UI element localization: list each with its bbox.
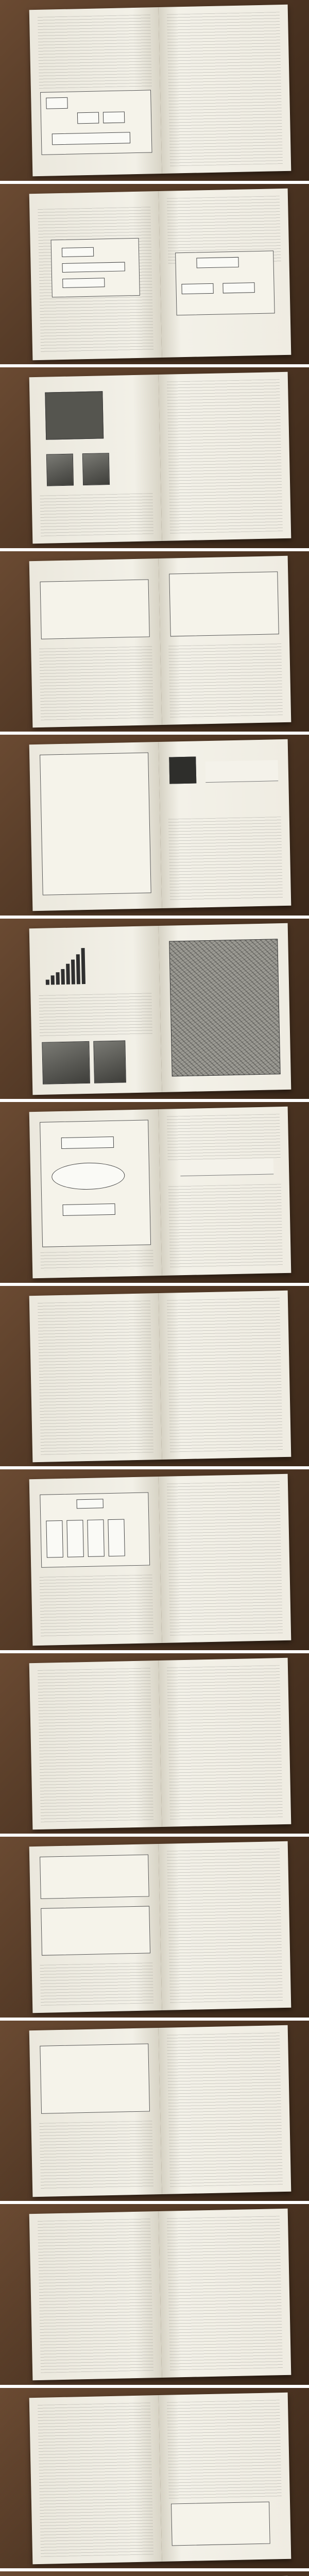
left-page bbox=[29, 1477, 162, 1646]
open-book bbox=[29, 2209, 291, 2380]
left-page bbox=[29, 1660, 162, 1829]
vertical-table bbox=[40, 753, 151, 895]
text-block bbox=[167, 379, 283, 533]
open-book bbox=[29, 1841, 291, 2013]
text-block bbox=[168, 1184, 283, 1268]
text-block bbox=[40, 1963, 153, 2006]
text-block bbox=[39, 993, 152, 1038]
book-photo bbox=[0, 1653, 309, 1834]
left-page bbox=[29, 926, 162, 1095]
left-page bbox=[29, 7, 162, 176]
text-block bbox=[40, 1575, 153, 1638]
left-page bbox=[29, 742, 162, 911]
right-page bbox=[159, 2025, 291, 2194]
right-page bbox=[159, 2393, 291, 2562]
right-page bbox=[159, 188, 291, 357]
book-photo bbox=[0, 1102, 309, 1283]
open-book bbox=[29, 555, 291, 727]
text-block bbox=[167, 1298, 283, 1452]
list-figure bbox=[171, 2501, 270, 2546]
right-page bbox=[159, 1658, 291, 1827]
book-photo bbox=[0, 367, 309, 548]
left-page bbox=[29, 191, 162, 360]
book-photo bbox=[0, 1286, 309, 1467]
right-page bbox=[159, 1107, 291, 1276]
right-page bbox=[159, 372, 291, 541]
left-page bbox=[29, 1293, 162, 1462]
book-photo bbox=[0, 1837, 309, 2018]
text-block bbox=[38, 1668, 153, 1822]
text-block bbox=[40, 493, 153, 536]
text-block bbox=[168, 817, 283, 901]
text-block bbox=[167, 2216, 283, 2370]
left-page bbox=[29, 2211, 162, 2380]
open-book bbox=[29, 188, 291, 360]
book-photo bbox=[0, 735, 309, 916]
map-image bbox=[45, 391, 104, 439]
open-book bbox=[29, 1290, 291, 1462]
open-book bbox=[29, 923, 291, 1094]
right-page bbox=[159, 555, 291, 724]
chapter-heading bbox=[205, 760, 278, 783]
book-photo bbox=[0, 1469, 309, 1650]
open-book bbox=[29, 372, 291, 544]
text-block bbox=[39, 2121, 153, 2189]
site-photo bbox=[42, 1041, 90, 1084]
city-map bbox=[169, 939, 280, 1076]
map-image bbox=[169, 757, 196, 784]
book-photo bbox=[0, 2571, 309, 2576]
left-page bbox=[29, 558, 162, 727]
right-page bbox=[159, 923, 291, 1092]
left-page bbox=[29, 1109, 162, 1278]
left-page bbox=[29, 2395, 162, 2564]
book-photo bbox=[0, 0, 309, 181]
text-block bbox=[167, 1849, 283, 2003]
site-photo bbox=[93, 1040, 126, 1083]
right-page bbox=[159, 1474, 291, 1643]
text-block bbox=[168, 643, 283, 717]
open-book bbox=[29, 1658, 291, 1829]
section-heading bbox=[180, 1159, 274, 1177]
text-block bbox=[167, 2032, 283, 2187]
book-photo bbox=[0, 551, 309, 732]
chart-diagram bbox=[51, 238, 140, 297]
open-book bbox=[29, 739, 291, 911]
right-page bbox=[159, 739, 291, 908]
left-page bbox=[29, 375, 162, 544]
text-block bbox=[38, 2402, 153, 2556]
book-photo bbox=[0, 184, 309, 365]
portrait-photo bbox=[46, 454, 74, 486]
text-block bbox=[38, 14, 152, 88]
table-figure bbox=[40, 2043, 150, 2113]
open-book bbox=[29, 2025, 291, 2197]
bar-chart bbox=[45, 943, 85, 985]
left-page bbox=[29, 2028, 162, 2197]
book-photo bbox=[0, 2388, 309, 2569]
book-photo bbox=[0, 919, 309, 1099]
table-figure bbox=[40, 1855, 149, 1899]
table-figure bbox=[40, 579, 150, 639]
flow-diagram bbox=[40, 90, 152, 155]
open-book bbox=[29, 2393, 291, 2564]
book-photo bbox=[0, 2021, 309, 2201]
text-block bbox=[167, 1481, 283, 1635]
text-block bbox=[38, 2219, 153, 2373]
text-block bbox=[40, 1250, 153, 1271]
left-page bbox=[29, 1844, 162, 2013]
text-block bbox=[38, 1300, 153, 1454]
text-block bbox=[167, 1114, 281, 1162]
right-page bbox=[159, 1290, 291, 1459]
open-book bbox=[29, 1474, 291, 1646]
text-block bbox=[167, 1665, 283, 1819]
text-block bbox=[167, 2400, 282, 2499]
text-block bbox=[167, 12, 283, 166]
portrait-photo bbox=[82, 453, 110, 485]
system-diagram bbox=[40, 1120, 151, 1247]
open-book bbox=[29, 1107, 291, 1278]
table-figure bbox=[169, 571, 279, 636]
tree-diagram bbox=[40, 1493, 150, 1568]
text-block bbox=[39, 646, 153, 720]
table-figure bbox=[41, 1906, 150, 1956]
flow-diagram bbox=[175, 250, 275, 315]
right-page bbox=[159, 1841, 291, 2010]
book-photo bbox=[0, 2204, 309, 2385]
right-page bbox=[159, 2209, 291, 2378]
right-page bbox=[159, 5, 291, 174]
open-book bbox=[29, 5, 291, 176]
